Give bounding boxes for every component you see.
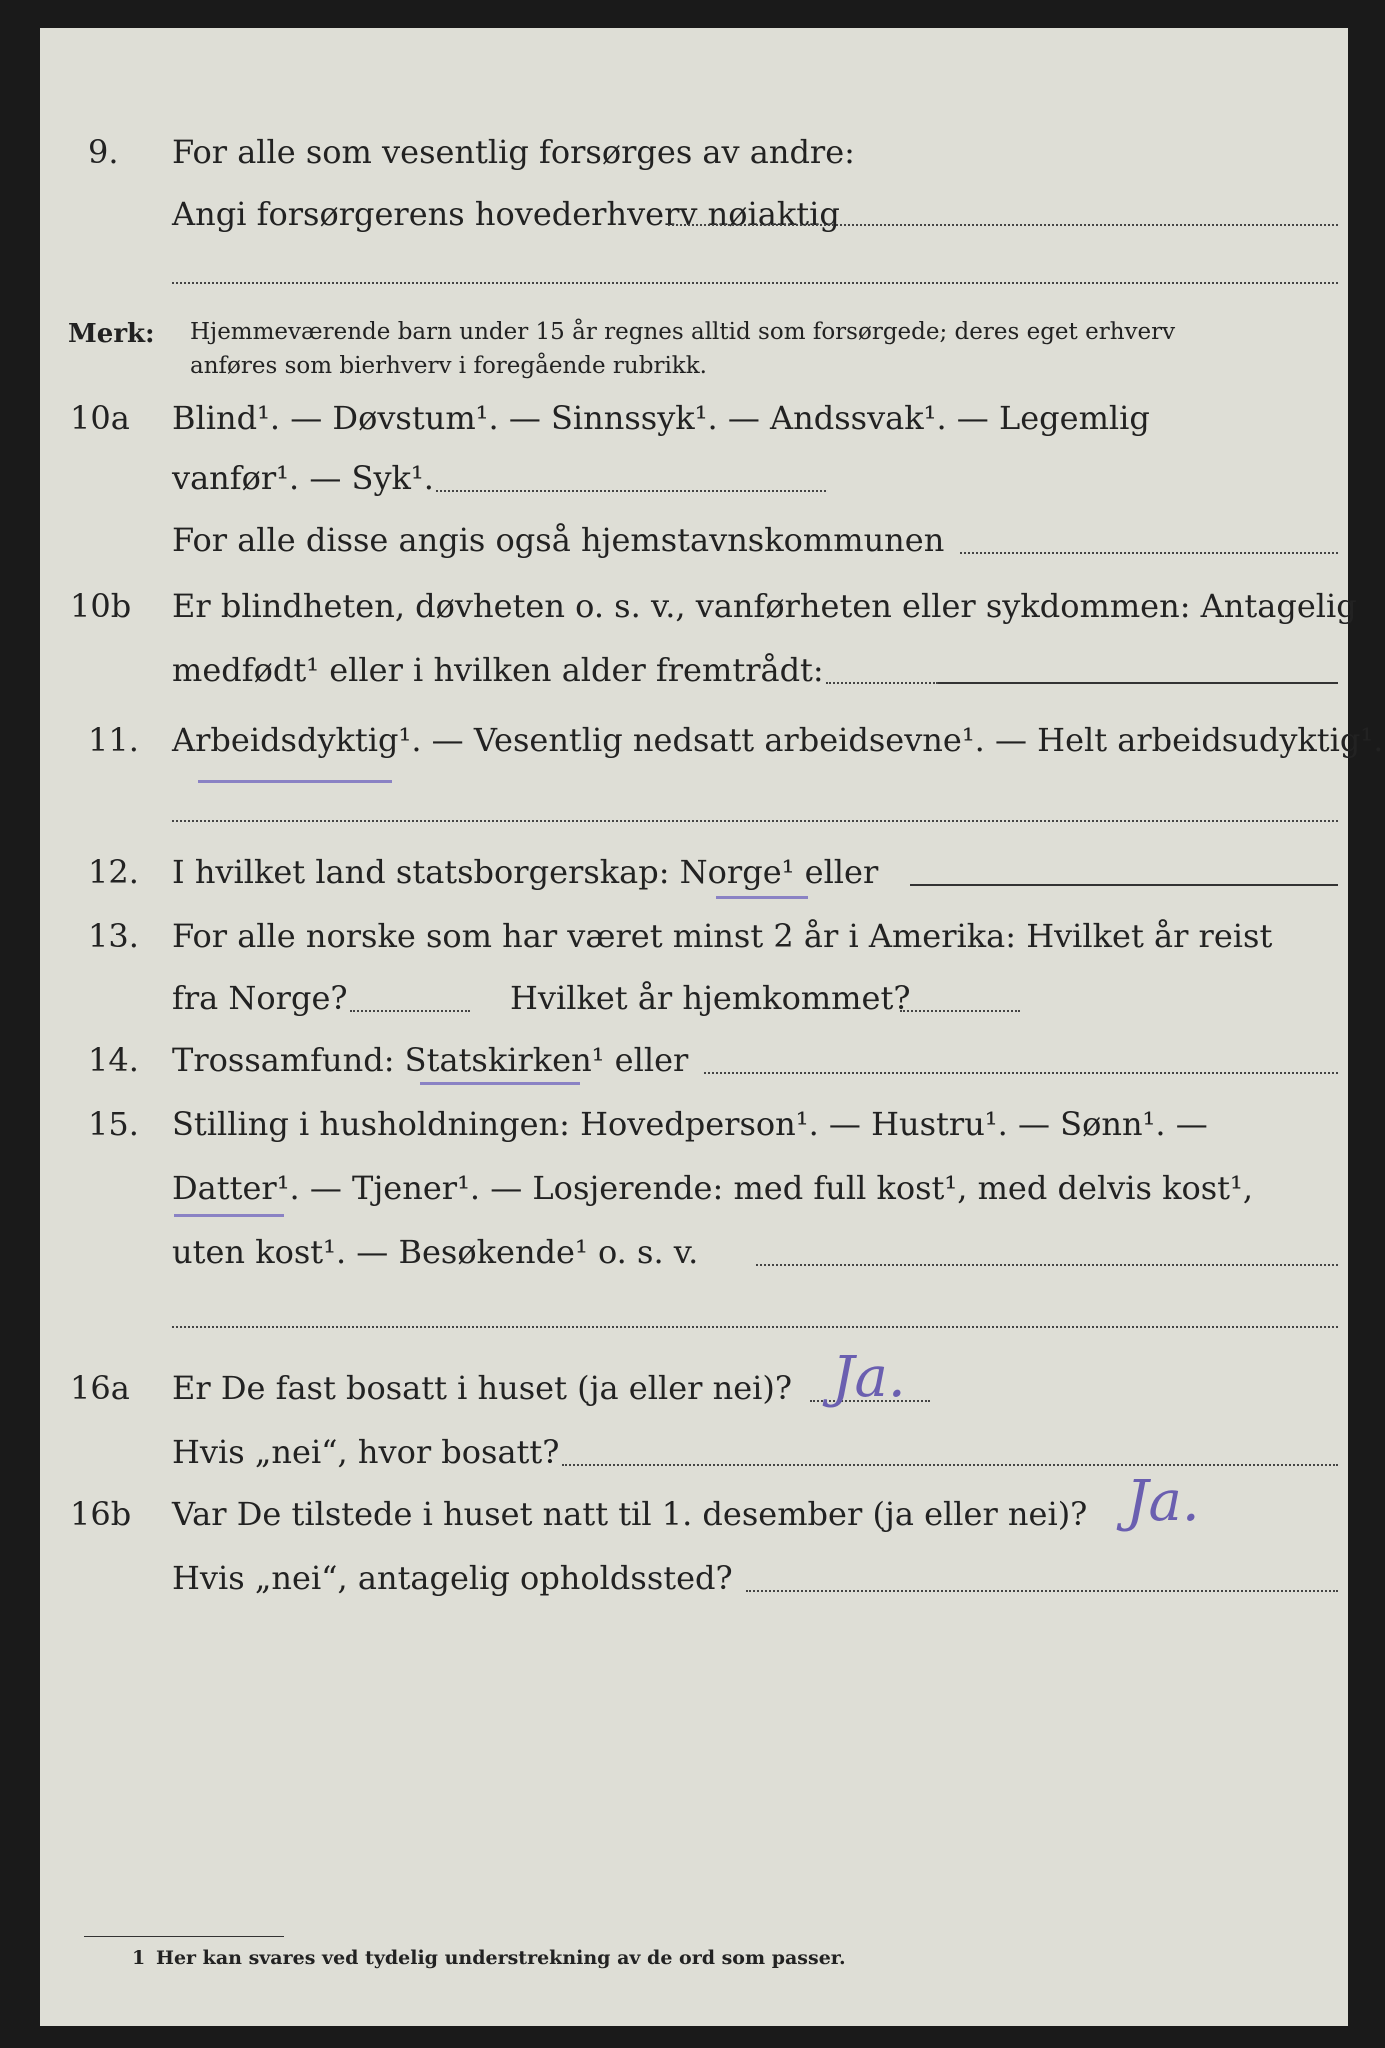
q14-answer-line[interactable] (704, 1072, 1338, 1074)
q10a-hometown-line[interactable] (960, 552, 1338, 554)
q13-question: For alle norske som har været minst 2 år i Amerika: Hvilket år reist (172, 917, 1273, 955)
census-form-page (40, 28, 1384, 2026)
q14-question: Trossamfund: Statskirken¹ eller (172, 1041, 689, 1079)
q10a-number: 10a (70, 399, 130, 437)
q16b-number: 16b (70, 1495, 132, 1533)
q10b-number: 10b (70, 587, 132, 625)
footnote-mark: 1 (132, 1947, 146, 1969)
q11-answer-line[interactable] (172, 820, 1338, 822)
q10a-options: Blind¹. — Døvstum¹. — Sinnssyk¹. — Andssvak¹. — Legemlig (172, 399, 1150, 437)
q11-underline-arbeidsdyktig (198, 780, 392, 783)
q16b-followup: Hvis „nei“, antagelig opholdssted? (172, 1559, 733, 1597)
q15-options-end: uten kost¹. — Besøkende¹ o. s. v. (172, 1233, 699, 1271)
q16b-handwritten-answer: Ja. (1126, 1469, 1200, 1534)
q10b-question-cont: medfødt¹ eller i hvilken alder fremtrådt: (172, 651, 824, 689)
q10a-answer-line[interactable] (436, 490, 826, 492)
q16a-followup-line[interactable] (562, 1464, 1338, 1466)
q10b-answer-line[interactable] (938, 682, 1338, 684)
q12-answer-line[interactable] (910, 884, 1338, 886)
q15-answer-line-2[interactable] (172, 1326, 1338, 1328)
q14-underline-statskirken (420, 1082, 580, 1085)
merk-line-1: Hjemmeværende barn under 15 år regnes alltid som forsørgede; deres eget erhverv (190, 319, 1176, 345)
q13-left-label: fra Norge? (172, 979, 348, 1017)
q9-answer-line-2[interactable] (172, 282, 1338, 284)
q9-number: 9. (88, 133, 119, 171)
q16a-number: 16a (70, 1369, 130, 1407)
q15-underline-datter (174, 1214, 284, 1217)
q13-number: 13. (88, 917, 139, 955)
q15-number: 15. (88, 1105, 139, 1143)
q11-options: Arbeidsdyktig¹. — Vesentlig nedsatt arbeidsevne¹. — Helt arbeidsudyktig¹. (172, 721, 1384, 759)
q16b-question: Var De tilstede i huset natt til 1. desember (ja eller nei)? (172, 1495, 1088, 1533)
merk-line-2: anføres som bierhverv i foregående rubrikk. (190, 353, 707, 379)
q14-number: 14. (88, 1041, 139, 1079)
q9-answer-line-1[interactable] (668, 224, 1338, 226)
q15-options-cont: Datter¹. — Tjener¹. — Losjerende: med full kost¹, med delvis kost¹, (172, 1169, 1254, 1207)
q16b-followup-line[interactable] (746, 1590, 1338, 1592)
q10a-options-cont: vanfør¹. — Syk¹. (172, 459, 434, 497)
footnote-rule (84, 1936, 284, 1937)
q12-underline-norge (716, 896, 808, 899)
q10b-answer-dots[interactable] (826, 682, 938, 684)
q12-number: 12. (88, 853, 139, 891)
q13-returned-label: Hvilket år hjemkommet? (510, 979, 911, 1017)
q13-year-returned-line[interactable] (900, 1010, 1020, 1012)
q9-instruction: Angi forsørgerens hovederhverv nøiaktig (172, 195, 840, 233)
q10a-hometown-label: For alle disse angis også hjemstavnskommunen (172, 521, 945, 559)
q9-question: For alle som vesentlig forsørges av andre: (172, 133, 855, 171)
q15-answer-line[interactable] (756, 1264, 1338, 1266)
q16a-handwritten-answer: Ja. (832, 1345, 906, 1410)
q12-question: I hvilket land statsborgerskap: Norge¹ eller (172, 853, 879, 891)
q11-number: 11. (88, 721, 139, 759)
q16a-followup: Hvis „nei“, hvor bosatt? (172, 1433, 560, 1471)
footnote-text: Her kan svares ved tydelig understrekning av de ord som passer. (156, 1947, 846, 1969)
q16a-question: Er De fast bosatt i huset (ja eller nei)? (172, 1369, 793, 1407)
q13-year-left-line[interactable] (350, 1010, 470, 1012)
merk-label: Merk: (68, 319, 155, 349)
q15-options: Stilling i husholdningen: Hovedperson¹. — Hustru¹. — Sønn¹. — (172, 1105, 1208, 1143)
q10b-question: Er blindheten, døvheten o. s. v., vanførheten eller sykdommen: Antagelig (172, 587, 1357, 625)
